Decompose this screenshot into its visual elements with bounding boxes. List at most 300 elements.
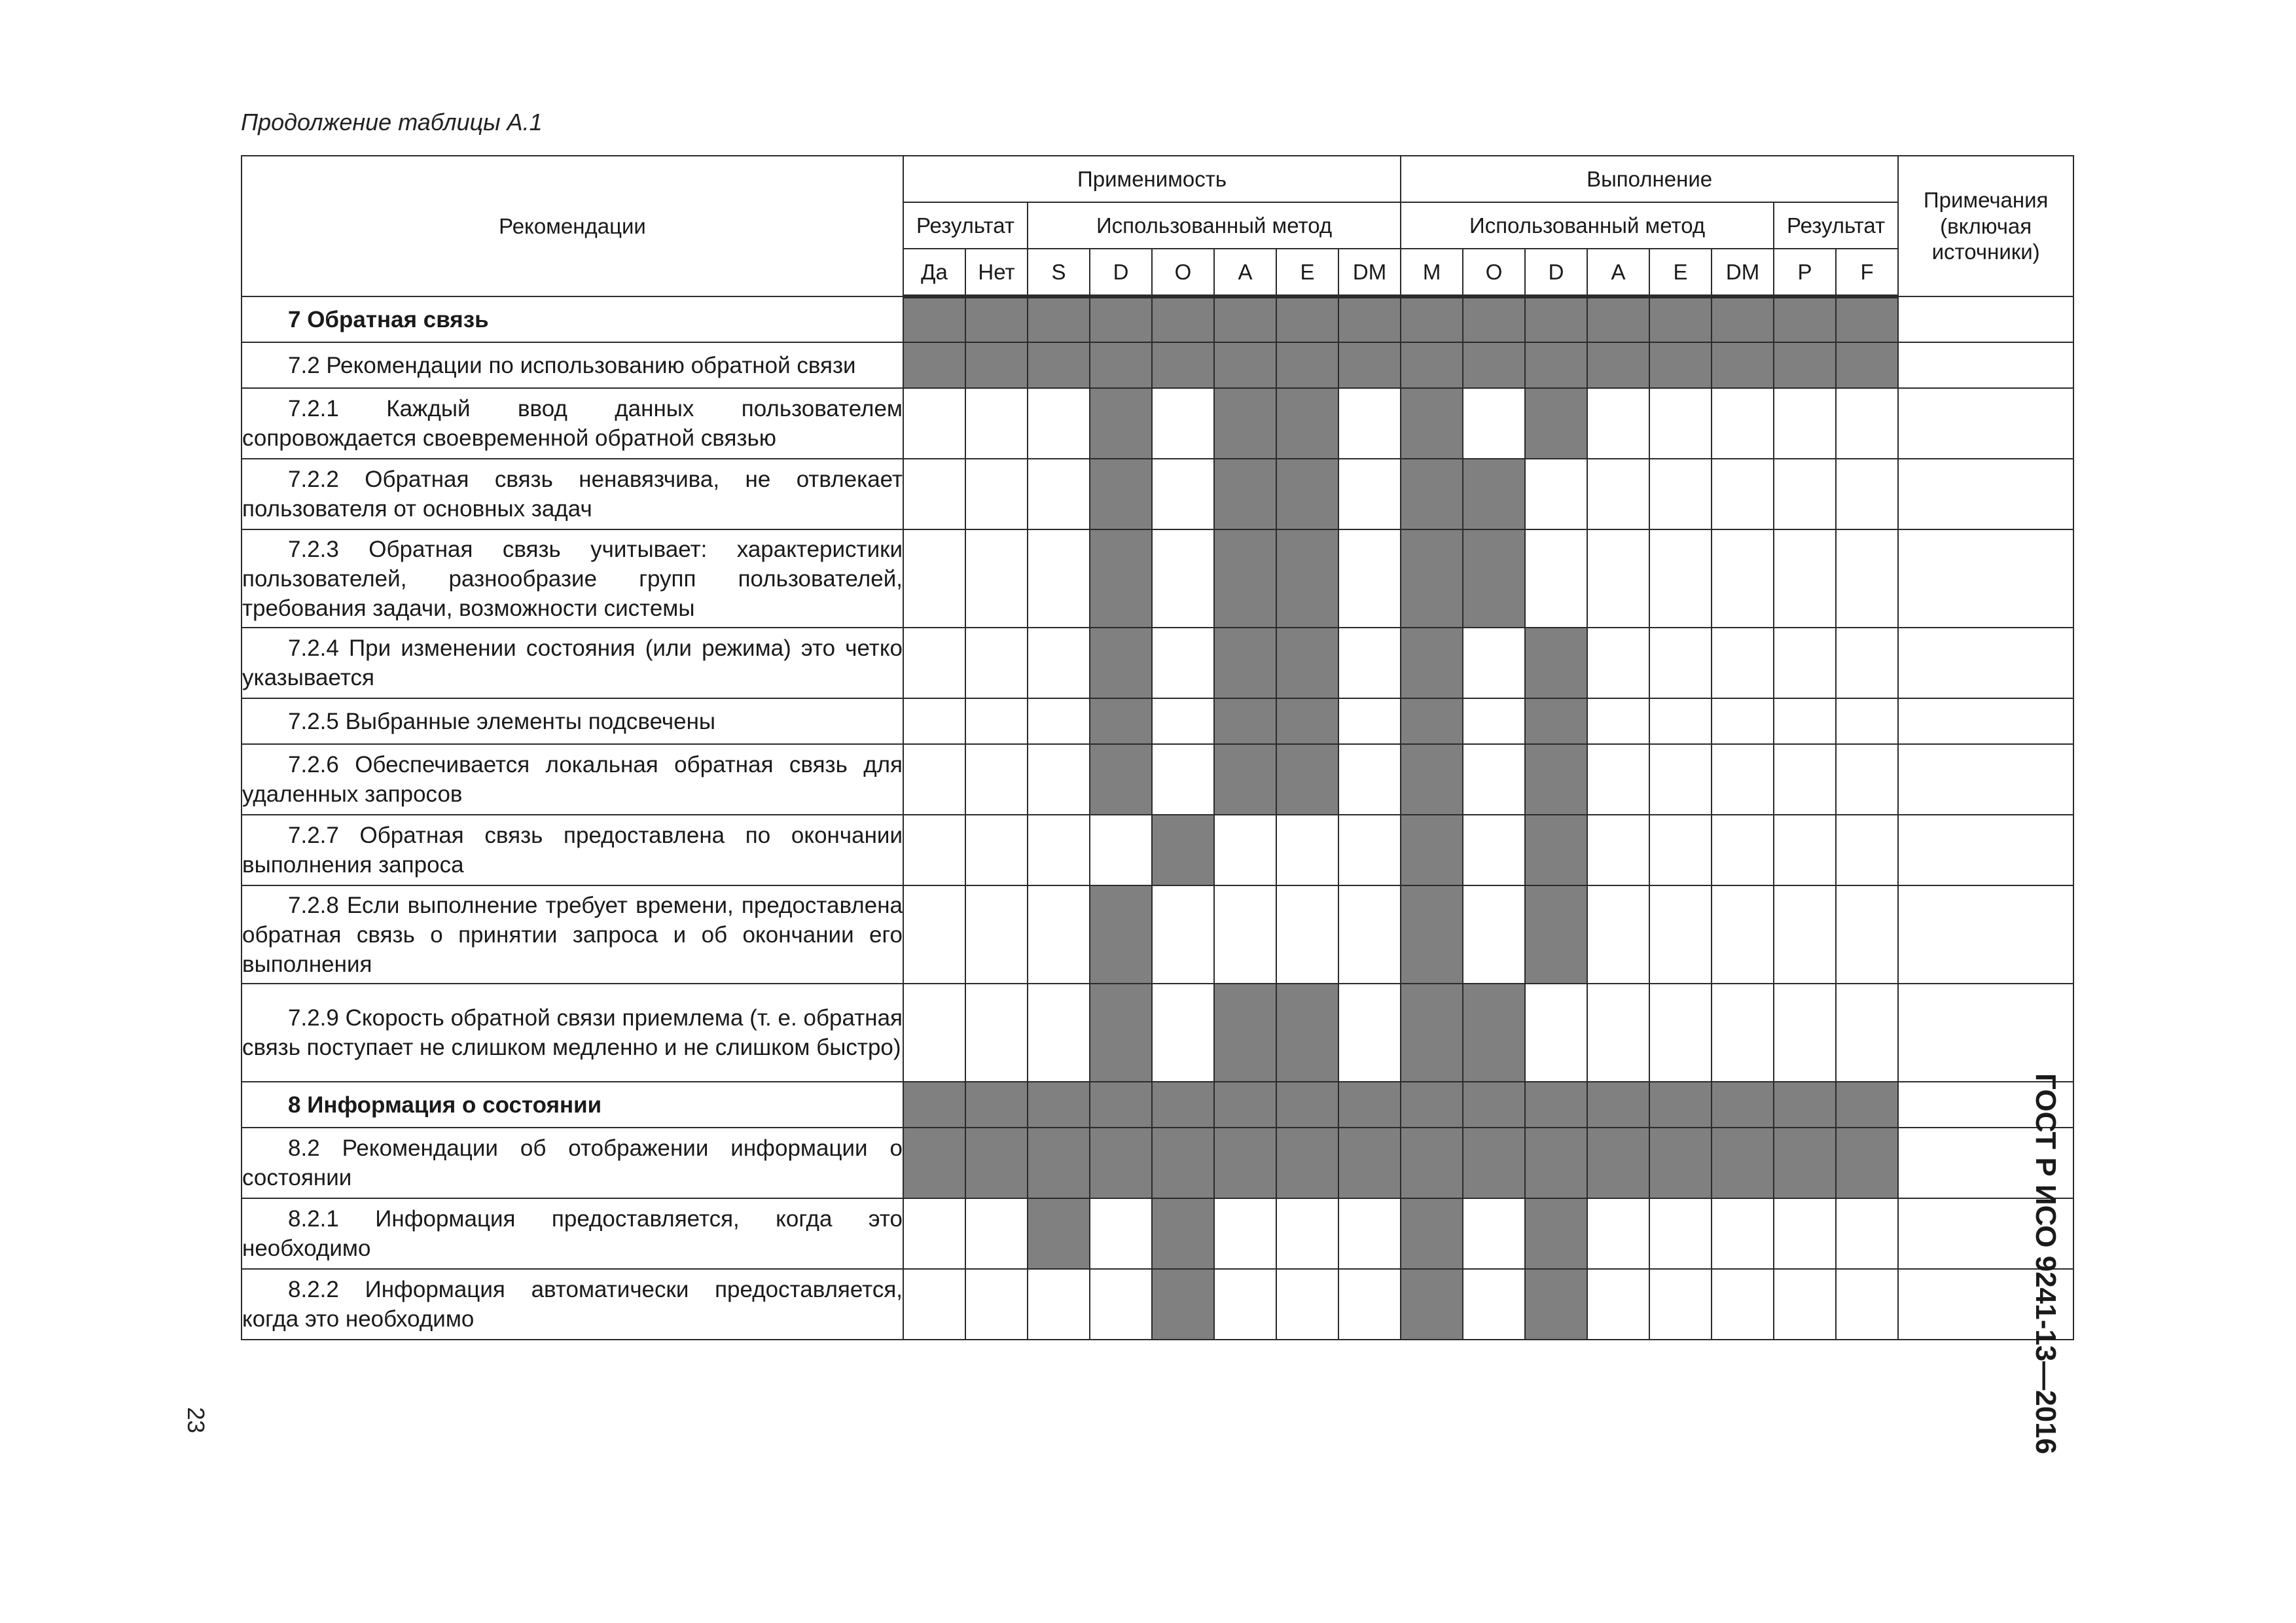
- column-header: O: [1463, 249, 1525, 296]
- shaded-cell: [1649, 296, 1712, 342]
- empty-cell: [1836, 459, 1898, 529]
- empty-cell: [1463, 1269, 1525, 1340]
- empty-cell: [965, 1269, 1028, 1340]
- empty-cell: [1028, 459, 1090, 529]
- shaded-cell: [1525, 388, 1587, 459]
- empty-cell: [965, 1198, 1028, 1269]
- column-header: D: [1525, 249, 1587, 296]
- table-row: [242, 342, 2073, 388]
- shaded-cell: [1401, 1082, 1463, 1128]
- empty-cell: [1774, 529, 1836, 628]
- empty-cell: [1712, 529, 1774, 628]
- shaded-cell: [1587, 342, 1649, 388]
- header-notes: Примечания (включая источники): [1898, 156, 2073, 296]
- recommendation-cell: [242, 744, 903, 815]
- empty-cell: [1214, 815, 1276, 885]
- empty-cell: [1152, 388, 1214, 459]
- shaded-cell: [1090, 459, 1152, 529]
- empty-cell: [1338, 744, 1401, 815]
- recommendation-cell: [242, 296, 903, 342]
- shaded-cell: [1401, 342, 1463, 388]
- header-recommendations: Рекомендации: [242, 156, 903, 296]
- empty-cell: [903, 388, 965, 459]
- empty-cell: [1774, 1198, 1836, 1269]
- shaded-cell: [1276, 698, 1338, 744]
- shaded-cell: [965, 1128, 1028, 1198]
- shaded-cell: [1525, 815, 1587, 885]
- shaded-cell: [1401, 628, 1463, 698]
- empty-cell: [1649, 529, 1712, 628]
- empty-cell: [1028, 628, 1090, 698]
- empty-cell: [903, 459, 965, 529]
- shaded-cell: [1525, 1198, 1587, 1269]
- recommendation-text: 8.2 Рекомендации об отображении информации о состоянии: [242, 1135, 903, 1190]
- empty-cell: [1463, 628, 1525, 698]
- shaded-cell: [1152, 1198, 1214, 1269]
- shaded-cell: [1028, 1082, 1090, 1128]
- empty-cell: [903, 984, 965, 1082]
- shaded-cell: [1276, 984, 1338, 1082]
- column-header: S: [1028, 249, 1090, 296]
- recommendation-cell: [242, 628, 903, 698]
- shaded-cell: [1090, 1128, 1152, 1198]
- empty-cell: [1338, 388, 1401, 459]
- empty-cell: [1152, 885, 1214, 984]
- empty-cell: [1525, 529, 1587, 628]
- shaded-cell: [1214, 744, 1276, 815]
- shaded-cell: [1401, 1269, 1463, 1340]
- shaded-cell: [1525, 885, 1587, 984]
- empty-cell: [903, 698, 965, 744]
- empty-cell: [1712, 388, 1774, 459]
- empty-cell: [1090, 1269, 1152, 1340]
- recommendation-cell: [242, 1128, 903, 1198]
- empty-cell: [1836, 815, 1898, 885]
- recommendation-text: 7.2.2 Обратная связь ненавязчива, не отвлекает пользователя от основных задач: [242, 467, 903, 522]
- recommendation-cell: [242, 1269, 903, 1340]
- column-header: DM: [1338, 249, 1401, 296]
- notes-cell: [1898, 459, 2073, 529]
- shaded-cell: [1525, 1269, 1587, 1340]
- column-header: A: [1587, 249, 1649, 296]
- empty-cell: [1090, 815, 1152, 885]
- shaded-cell: [1401, 698, 1463, 744]
- empty-cell: [1774, 885, 1836, 984]
- empty-cell: [1463, 698, 1525, 744]
- recommendation-cell: [242, 815, 903, 885]
- table-row: [242, 1128, 2073, 1198]
- shaded-cell: [1836, 296, 1898, 342]
- shaded-cell: [1774, 296, 1836, 342]
- column-header: D: [1090, 249, 1152, 296]
- shaded-cell: [1090, 388, 1152, 459]
- shaded-cell: [1090, 885, 1152, 984]
- notes-cell: [1898, 815, 2073, 885]
- column-header: F: [1836, 249, 1898, 296]
- shaded-cell: [1401, 529, 1463, 628]
- empty-cell: [1712, 698, 1774, 744]
- notes-cell: [1898, 342, 2073, 388]
- shaded-cell: [1338, 296, 1401, 342]
- column-header: E: [1649, 249, 1712, 296]
- table-row: [242, 296, 2073, 342]
- empty-cell: [1649, 628, 1712, 698]
- empty-cell: [1649, 815, 1712, 885]
- recommendation-text: 7.2.7 Обратная связь предоставлена по окончании выполнения запроса: [242, 823, 903, 878]
- empty-cell: [903, 815, 965, 885]
- shaded-cell: [1090, 342, 1152, 388]
- shaded-cell: [1214, 698, 1276, 744]
- shaded-cell: [1401, 296, 1463, 342]
- shaded-cell: [903, 1128, 965, 1198]
- empty-cell: [1463, 744, 1525, 815]
- recommendations-table: [241, 155, 2074, 1340]
- empty-cell: [965, 459, 1028, 529]
- shaded-cell: [1090, 296, 1152, 342]
- empty-cell: [1712, 1198, 1774, 1269]
- notes-cell: [1898, 388, 2073, 459]
- empty-cell: [1649, 744, 1712, 815]
- column-header: P: [1774, 249, 1836, 296]
- shaded-cell: [965, 1082, 1028, 1128]
- empty-cell: [1276, 885, 1338, 984]
- shaded-cell: [1401, 1198, 1463, 1269]
- empty-cell: [1649, 1269, 1712, 1340]
- shaded-cell: [1401, 984, 1463, 1082]
- shaded-cell: [1152, 296, 1214, 342]
- empty-cell: [1028, 1269, 1090, 1340]
- shaded-cell: [1214, 984, 1276, 1082]
- shaded-cell: [1525, 628, 1587, 698]
- shaded-cell: [1463, 984, 1525, 1082]
- empty-cell: [965, 984, 1028, 1082]
- shaded-cell: [1463, 1082, 1525, 1128]
- table-row: [242, 984, 2073, 1082]
- shaded-cell: [1276, 296, 1338, 342]
- recommendation-cell: [242, 459, 903, 529]
- shaded-cell: [1587, 1128, 1649, 1198]
- recommendation-text: 7.2.4 При изменении состояния (или режима) это четко указывается: [242, 635, 903, 690]
- shaded-cell: [1587, 1082, 1649, 1128]
- table-row: [242, 885, 2073, 984]
- shaded-cell: [1152, 815, 1214, 885]
- column-header: O: [1152, 249, 1214, 296]
- column-header: M: [1401, 249, 1463, 296]
- column-header: A: [1214, 249, 1276, 296]
- empty-cell: [1152, 984, 1214, 1082]
- empty-cell: [1525, 459, 1587, 529]
- empty-cell: [1712, 815, 1774, 885]
- empty-cell: [1338, 529, 1401, 628]
- shaded-cell: [1214, 296, 1276, 342]
- shaded-cell: [903, 296, 965, 342]
- empty-cell: [965, 815, 1028, 885]
- shaded-cell: [1525, 342, 1587, 388]
- empty-cell: [965, 744, 1028, 815]
- empty-cell: [1649, 885, 1712, 984]
- empty-cell: [1836, 744, 1898, 815]
- empty-cell: [1214, 1269, 1276, 1340]
- empty-cell: [1836, 698, 1898, 744]
- empty-cell: [965, 529, 1028, 628]
- shaded-cell: [1463, 529, 1525, 628]
- shaded-cell: [1401, 744, 1463, 815]
- empty-cell: [1587, 1269, 1649, 1340]
- table-caption: Продолжение таблицы А.1: [241, 109, 543, 135]
- shaded-cell: [1525, 698, 1587, 744]
- empty-cell: [1649, 388, 1712, 459]
- empty-cell: [903, 1269, 965, 1340]
- shaded-cell: [1214, 388, 1276, 459]
- empty-cell: [1338, 459, 1401, 529]
- shaded-cell: [1276, 529, 1338, 628]
- empty-cell: [903, 885, 965, 984]
- shaded-cell: [1525, 1082, 1587, 1128]
- empty-cell: [1338, 1269, 1401, 1340]
- empty-cell: [1338, 984, 1401, 1082]
- shaded-cell: [1214, 459, 1276, 529]
- empty-cell: [1774, 459, 1836, 529]
- empty-cell: [1152, 529, 1214, 628]
- shaded-cell: [1152, 1128, 1214, 1198]
- empty-cell: [1152, 698, 1214, 744]
- shaded-cell: [1712, 342, 1774, 388]
- shaded-cell: [1401, 815, 1463, 885]
- table-row: [242, 1082, 2073, 1128]
- shaded-cell: [1090, 529, 1152, 628]
- empty-cell: [1649, 698, 1712, 744]
- empty-cell: [1587, 984, 1649, 1082]
- column-header: E: [1276, 249, 1338, 296]
- empty-cell: [1712, 628, 1774, 698]
- header-result-performance: Результат: [1774, 202, 1898, 249]
- shaded-cell: [1525, 744, 1587, 815]
- empty-cell: [1774, 815, 1836, 885]
- empty-cell: [1338, 1198, 1401, 1269]
- table-row: [242, 698, 2073, 744]
- empty-cell: [1649, 1198, 1712, 1269]
- shaded-cell: [1276, 744, 1338, 815]
- empty-cell: [1587, 1198, 1649, 1269]
- shaded-cell: [1214, 342, 1276, 388]
- shaded-cell: [1649, 1128, 1712, 1198]
- recommendation-text: 7.2.8 Если выполнение требует времени, предоставлена обратная связь о принятии запроса и об окончании его выполнения: [242, 892, 903, 977]
- empty-cell: [1152, 744, 1214, 815]
- empty-cell: [1712, 885, 1774, 984]
- shaded-cell: [1338, 1128, 1401, 1198]
- recommendation-text: 7.2.9 Скорость обратной связи приемлема (т. е. обратная связь поступает не слишком медленно и не слишком быстро): [242, 1005, 903, 1060]
- shaded-cell: [1836, 1082, 1898, 1128]
- recommendation-cell: [242, 388, 903, 459]
- shaded-cell: [1587, 296, 1649, 342]
- shaded-cell: [965, 296, 1028, 342]
- notes-cell: [1898, 296, 2073, 342]
- empty-cell: [1587, 529, 1649, 628]
- empty-cell: [1774, 698, 1836, 744]
- empty-cell: [1712, 459, 1774, 529]
- empty-cell: [1028, 984, 1090, 1082]
- empty-cell: [1276, 1198, 1338, 1269]
- shaded-cell: [1028, 1128, 1090, 1198]
- empty-cell: [1028, 885, 1090, 984]
- empty-cell: [1836, 529, 1898, 628]
- shaded-cell: [1401, 885, 1463, 984]
- empty-cell: [965, 628, 1028, 698]
- shaded-cell: [1276, 628, 1338, 698]
- recommendation-text: 7.2.1 Каждый ввод данных пользователем сопровождается своевременной обратной связью: [242, 396, 903, 451]
- table-row: [242, 744, 2073, 815]
- recommendation-text: 8 Информация о состоянии: [288, 1092, 602, 1118]
- header-applicability: Применимость: [903, 156, 1401, 202]
- empty-cell: [1090, 1198, 1152, 1269]
- empty-cell: [903, 628, 965, 698]
- shaded-cell: [1152, 1082, 1214, 1128]
- recommendation-cell: [242, 342, 903, 388]
- empty-cell: [1712, 984, 1774, 1082]
- shaded-cell: [1774, 342, 1836, 388]
- shaded-cell: [1090, 744, 1152, 815]
- recommendation-text: 7.2.5 Выбранные элементы подсвечены: [288, 708, 716, 734]
- shaded-cell: [1774, 1082, 1836, 1128]
- empty-cell: [1338, 815, 1401, 885]
- empty-cell: [1276, 815, 1338, 885]
- table-row: [242, 1198, 2073, 1269]
- shaded-cell: [1836, 342, 1898, 388]
- recommendation-cell: [242, 1198, 903, 1269]
- shaded-cell: [1214, 529, 1276, 628]
- table-row: [242, 628, 2073, 698]
- shaded-cell: [1525, 1128, 1587, 1198]
- shaded-cell: [1463, 459, 1525, 529]
- empty-cell: [1836, 984, 1898, 1082]
- empty-cell: [1338, 885, 1401, 984]
- recommendation-text: 8.2.2 Информация автоматически предоставляется, когда это необходимо: [242, 1277, 903, 1332]
- empty-cell: [903, 1198, 965, 1269]
- empty-cell: [1774, 984, 1836, 1082]
- shaded-cell: [1214, 1082, 1276, 1128]
- empty-cell: [1712, 1269, 1774, 1340]
- empty-cell: [1028, 529, 1090, 628]
- notes-cell: [1898, 529, 2073, 628]
- empty-cell: [1774, 628, 1836, 698]
- empty-cell: [1587, 744, 1649, 815]
- empty-cell: [1152, 628, 1214, 698]
- empty-cell: [1774, 1269, 1836, 1340]
- shaded-cell: [1028, 342, 1090, 388]
- recommendation-cell: [242, 698, 903, 744]
- notes-cell: [1898, 984, 2073, 1082]
- shaded-cell: [1338, 1082, 1401, 1128]
- header-method-applicability: Использованный метод: [1028, 202, 1401, 249]
- empty-cell: [1774, 388, 1836, 459]
- shaded-cell: [1028, 296, 1090, 342]
- shaded-cell: [1090, 698, 1152, 744]
- shaded-cell: [903, 1082, 965, 1128]
- shaded-cell: [1090, 1082, 1152, 1128]
- header-performance: Выполнение: [1401, 156, 1898, 202]
- empty-cell: [1836, 885, 1898, 984]
- notes-cell: [1898, 885, 2073, 984]
- column-header: Да: [903, 249, 965, 296]
- empty-cell: [1587, 388, 1649, 459]
- shaded-cell: [1401, 459, 1463, 529]
- empty-cell: [1587, 815, 1649, 885]
- shaded-cell: [1463, 296, 1525, 342]
- table-row: [242, 529, 2073, 628]
- header-result-applicability: Результат: [903, 202, 1028, 249]
- shaded-cell: [1463, 1128, 1525, 1198]
- shaded-cell: [1649, 342, 1712, 388]
- shaded-cell: [1338, 342, 1401, 388]
- empty-cell: [1338, 698, 1401, 744]
- empty-cell: [965, 698, 1028, 744]
- shaded-cell: [1276, 459, 1338, 529]
- recommendation-cell: [242, 529, 903, 628]
- shaded-cell: [1276, 342, 1338, 388]
- shaded-cell: [1774, 1128, 1836, 1198]
- empty-cell: [1028, 744, 1090, 815]
- empty-cell: [1587, 698, 1649, 744]
- recommendation-cell: [242, 1082, 903, 1128]
- shaded-cell: [1276, 1082, 1338, 1128]
- shaded-cell: [903, 342, 965, 388]
- shaded-cell: [1214, 628, 1276, 698]
- empty-cell: [1463, 885, 1525, 984]
- recommendation-text: 8.2.1 Информация предоставляется, когда это необходимо: [242, 1206, 903, 1261]
- empty-cell: [903, 529, 965, 628]
- shaded-cell: [1712, 1082, 1774, 1128]
- empty-cell: [1587, 459, 1649, 529]
- empty-cell: [1463, 815, 1525, 885]
- empty-cell: [1774, 744, 1836, 815]
- empty-cell: [1836, 1269, 1898, 1340]
- table-row: [242, 459, 2073, 529]
- recommendation-text: 7.2.3 Обратная связь учитывает: характеристики пользователей, разнообразие групп пользователей, требования задачи, возможности системы: [242, 536, 903, 621]
- recommendation-text: 7.2.6 Обеспечивается локальная обратная связь для удаленных запросов: [242, 752, 903, 807]
- notes-cell: [1898, 628, 2073, 698]
- shaded-cell: [1214, 1128, 1276, 1198]
- empty-cell: [1836, 628, 1898, 698]
- page-number: 23: [183, 1407, 209, 1434]
- column-header: Нет: [965, 249, 1028, 296]
- shaded-cell: [1463, 342, 1525, 388]
- empty-cell: [1214, 1198, 1276, 1269]
- shaded-cell: [1712, 1128, 1774, 1198]
- empty-cell: [1525, 984, 1587, 1082]
- shaded-cell: [1090, 628, 1152, 698]
- table-row: [242, 1269, 2073, 1340]
- shaded-cell: [1401, 1128, 1463, 1198]
- shaded-cell: [1401, 388, 1463, 459]
- shaded-cell: [1028, 1198, 1090, 1269]
- empty-cell: [1836, 388, 1898, 459]
- empty-cell: [1712, 744, 1774, 815]
- document-standard-title: ГОСТ Р ИСО 9241-13—2016: [2030, 1073, 2062, 1455]
- recommendation-cell: [242, 885, 903, 984]
- recommendation-text: 7.2 Рекомендации по использованию обратной связи: [288, 352, 856, 378]
- table-row: [242, 388, 2073, 459]
- notes-cell: [1898, 744, 2073, 815]
- shaded-cell: [1276, 1128, 1338, 1198]
- shaded-cell: [1525, 296, 1587, 342]
- empty-cell: [1028, 698, 1090, 744]
- empty-cell: [1152, 459, 1214, 529]
- empty-cell: [1463, 1198, 1525, 1269]
- empty-cell: [1338, 628, 1401, 698]
- shaded-cell: [1090, 984, 1152, 1082]
- empty-cell: [1214, 885, 1276, 984]
- empty-cell: [1028, 388, 1090, 459]
